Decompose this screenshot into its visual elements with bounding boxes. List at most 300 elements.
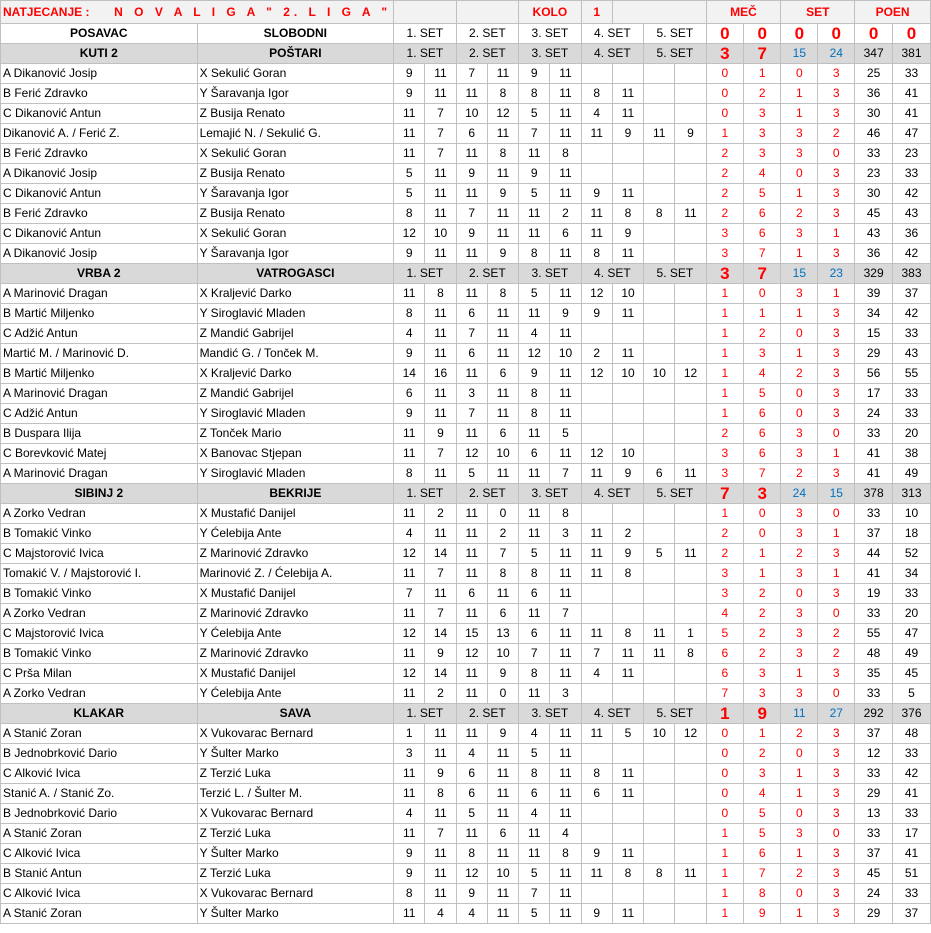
- set-score: [644, 164, 675, 184]
- set-score: 11: [425, 304, 456, 324]
- away-player: Y Šulter Marko: [197, 744, 394, 764]
- match-poen-home: 378: [855, 484, 893, 504]
- set-score: [644, 324, 675, 344]
- set-score-away: 3: [818, 884, 855, 904]
- match-poen-home: 292: [855, 704, 893, 724]
- match-mec-home: 1: [706, 704, 743, 724]
- set-score: [612, 64, 643, 84]
- set-score: 11: [612, 244, 643, 264]
- set-score: 8: [550, 504, 581, 524]
- set-score: 9: [456, 224, 487, 244]
- set-score: 5: [519, 284, 550, 304]
- poen-score-home: 29: [855, 344, 893, 364]
- away-team-name: SAVA: [197, 704, 394, 724]
- set-score: [644, 764, 675, 784]
- match-set-away: 23: [818, 264, 855, 284]
- set-score: 11: [425, 724, 456, 744]
- set-score: 12: [394, 224, 425, 244]
- set-score: 8: [519, 404, 550, 424]
- set-score: 6: [456, 784, 487, 804]
- mec-score-away: 5: [744, 384, 781, 404]
- mec-score-home: 5: [706, 624, 743, 644]
- set-score: 11: [550, 284, 581, 304]
- set-score: 7: [581, 644, 612, 664]
- set-score-away: 1: [818, 224, 855, 244]
- set-score: 11: [581, 204, 612, 224]
- set-score-home: 1: [781, 904, 818, 924]
- away-player: Y Šulter Marko: [197, 844, 394, 864]
- home-player: C Prša Milan: [1, 664, 198, 684]
- mec-score-away: 6: [744, 444, 781, 464]
- mec-score-away: 2: [744, 84, 781, 104]
- set-score: [644, 604, 675, 624]
- set-score: 11: [425, 344, 456, 364]
- set-score-away: 3: [818, 184, 855, 204]
- set-score: 6: [487, 604, 518, 624]
- set-score: 11: [612, 344, 643, 364]
- set-score: [675, 884, 706, 904]
- set-score-home: 0: [781, 584, 818, 604]
- set-score: 11: [612, 304, 643, 324]
- set-score: [675, 524, 706, 544]
- poen-score-away: 36: [893, 224, 931, 244]
- game-row: [1, 184, 931, 204]
- set-score: 11: [519, 604, 550, 624]
- home-player: Martić M. / Marinović D.: [1, 344, 198, 364]
- set-score: 7: [425, 144, 456, 164]
- set-score: 8: [519, 84, 550, 104]
- results-body: [1, 1, 931, 924]
- game-row: [1, 164, 931, 184]
- mec-score-away: 2: [744, 324, 781, 344]
- set-score: 6: [487, 424, 518, 444]
- home-player: A Marinović Dragan: [1, 284, 198, 304]
- set-away: 0: [818, 24, 855, 44]
- set-score: 11: [456, 824, 487, 844]
- away-player: Y Siroglavić Mladen: [197, 404, 394, 424]
- set-score: 11: [425, 524, 456, 544]
- set-score: 6: [456, 764, 487, 784]
- set-score: 11: [487, 744, 518, 764]
- set-score: 5: [394, 164, 425, 184]
- set-score-away: 3: [818, 164, 855, 184]
- poen-away: 0: [893, 24, 931, 44]
- match-set-away: 15: [818, 484, 855, 504]
- set-score: 7: [425, 104, 456, 124]
- poen-score-away: 49: [893, 464, 931, 484]
- set-score-home: 3: [781, 684, 818, 704]
- set-score: 11: [394, 904, 425, 924]
- mec-score-away: 3: [744, 104, 781, 124]
- home-player: B Stanić Antun: [1, 864, 198, 884]
- game-row: [1, 444, 931, 464]
- set-score: [675, 744, 706, 764]
- home-player: B Tomakić Vinko: [1, 584, 198, 604]
- set-score: 11: [394, 684, 425, 704]
- set-score: 11: [487, 804, 518, 824]
- away-player: Y Šaravanja Igor: [197, 244, 394, 264]
- set-score: 11: [425, 404, 456, 424]
- set-score: 11: [550, 564, 581, 584]
- set-score: 11: [519, 464, 550, 484]
- away-player: Z Busija Renato: [197, 164, 394, 184]
- set-score: 9: [425, 764, 456, 784]
- set-score: 6: [519, 784, 550, 804]
- poen-score-home: 33: [855, 764, 893, 784]
- set-score: 10: [487, 444, 518, 464]
- mec-score-home: 1: [706, 824, 743, 844]
- away-player: Y Šulter Marko: [197, 904, 394, 924]
- competition-label: NATJECANJE :: [3, 4, 90, 19]
- set-score: 11: [425, 464, 456, 484]
- set-score: 9: [675, 124, 706, 144]
- set-score: [644, 404, 675, 424]
- set-score: 11: [644, 644, 675, 664]
- set-score-home: 3: [781, 604, 818, 624]
- match-poen-away: 313: [893, 484, 931, 504]
- set-score: 5: [519, 104, 550, 124]
- mec-score-away: 0: [744, 284, 781, 304]
- mec-score-away: 4: [744, 164, 781, 184]
- set-score: 9: [550, 304, 581, 324]
- set-score: 8: [612, 624, 643, 644]
- set-score: [675, 164, 706, 184]
- set-score: 11: [612, 84, 643, 104]
- set-score-home: 3: [781, 564, 818, 584]
- away-player: Y Šaravanja Igor: [197, 84, 394, 104]
- set-score: 11: [487, 384, 518, 404]
- poen-score-away: 33: [893, 804, 931, 824]
- mec-score-away: 9: [744, 904, 781, 924]
- mec-home: 0: [706, 24, 743, 44]
- poen-score-away: 23: [893, 144, 931, 164]
- away-player: Mandić G. / Tonček M.: [197, 344, 394, 364]
- home-player: A Zorko Vedran: [1, 684, 198, 704]
- match-poen-away: 381: [893, 44, 931, 64]
- set-score: 14: [425, 624, 456, 644]
- set-score: 11: [550, 904, 581, 924]
- mec-score-home: 1: [706, 364, 743, 384]
- set-score: 10: [612, 284, 643, 304]
- set-score: 11: [581, 524, 612, 544]
- match-set-home: 15: [781, 264, 818, 284]
- set-score: 11: [456, 184, 487, 204]
- home-team-name: KUTI 2: [1, 44, 198, 64]
- set-score: 11: [394, 504, 425, 524]
- mec-score-away: 6: [744, 404, 781, 424]
- poen-home: 0: [855, 24, 893, 44]
- set-score: 5: [644, 544, 675, 564]
- set-score: 10: [644, 724, 675, 744]
- set-score: 11: [456, 504, 487, 524]
- poen-score-away: 41: [893, 784, 931, 804]
- poen-score-away: 34: [893, 564, 931, 584]
- set-score: 8: [550, 144, 581, 164]
- poen-score-home: 30: [855, 184, 893, 204]
- set-score: 9: [519, 64, 550, 84]
- set-score: 2: [425, 504, 456, 524]
- away-player: X Vukovarac Bernard: [197, 724, 394, 744]
- mec-score-away: 3: [744, 124, 781, 144]
- set-score: 9: [394, 864, 425, 884]
- set-score: 9: [394, 844, 425, 864]
- mec-score-home: 3: [706, 224, 743, 244]
- set-score: 9: [487, 724, 518, 744]
- set-score: 11: [487, 304, 518, 324]
- home-player: C Borevković Matej: [1, 444, 198, 464]
- set-score: [581, 164, 612, 184]
- mec-score-home: 7: [706, 684, 743, 704]
- game-row: [1, 724, 931, 744]
- home-player: A Dikanović Josip: [1, 164, 198, 184]
- set-score: 6: [550, 224, 581, 244]
- set-score: 5: [519, 744, 550, 764]
- set-score: 11: [550, 384, 581, 404]
- poen-score-away: 17: [893, 824, 931, 844]
- set-score: [644, 684, 675, 704]
- mec-score-away: 6: [744, 424, 781, 444]
- set-score: [675, 84, 706, 104]
- set-score: 8: [487, 284, 518, 304]
- set-score: 11: [550, 644, 581, 664]
- set-score: 11: [487, 204, 518, 224]
- game-row: [1, 624, 931, 644]
- away-player: Z Terzić Luka: [197, 764, 394, 784]
- game-row: [1, 504, 931, 524]
- set-score: 9: [394, 244, 425, 264]
- game-row: [1, 464, 931, 484]
- set-score-home: 0: [781, 404, 818, 424]
- set-score: 7: [456, 404, 487, 424]
- set-score: 7: [550, 464, 581, 484]
- set-3-head: 3. SET: [519, 484, 582, 504]
- mec-score-home: 1: [706, 864, 743, 884]
- set-score: 7: [425, 444, 456, 464]
- match-mec-away: 7: [744, 44, 781, 64]
- set-score: 9: [394, 84, 425, 104]
- set-score: 2: [425, 684, 456, 704]
- set-score: 5: [519, 184, 550, 204]
- set-score: [675, 804, 706, 824]
- set-score-away: 3: [818, 724, 855, 744]
- set-score: 11: [550, 324, 581, 344]
- set-score: 7: [456, 324, 487, 344]
- set-3-head: 3. SET: [519, 704, 582, 724]
- poen-score-home: 43: [855, 224, 893, 244]
- poen-score-away: 47: [893, 124, 931, 144]
- set-score: [644, 304, 675, 324]
- poen-score-away: 41: [893, 84, 931, 104]
- mec-score-away: 8: [744, 884, 781, 904]
- set-2-head: 2. SET: [456, 44, 519, 64]
- set-score: 11: [612, 104, 643, 124]
- set-3-head: 3. SET: [519, 44, 582, 64]
- set-score: [675, 384, 706, 404]
- set-score: [675, 824, 706, 844]
- set-score-home: 1: [781, 844, 818, 864]
- mec-score-away: 1: [744, 564, 781, 584]
- set-score: 11: [425, 84, 456, 104]
- mec-score-home: 2: [706, 424, 743, 444]
- match-poen-away: 383: [893, 264, 931, 284]
- set-score: [644, 524, 675, 544]
- set-score: 1: [675, 624, 706, 644]
- set-score: [612, 584, 643, 604]
- game-row: [1, 244, 931, 264]
- set-score-home: 3: [781, 644, 818, 664]
- home-player: B Martić Miljenko: [1, 304, 198, 324]
- mec-label: MEČ: [706, 1, 781, 24]
- set-score-home: 1: [781, 244, 818, 264]
- set-score-away: 3: [818, 864, 855, 884]
- set-score: [675, 904, 706, 924]
- set-score: 1: [394, 724, 425, 744]
- match-set-home: 11: [781, 704, 818, 724]
- set-score: 11: [519, 504, 550, 524]
- set-score: [581, 144, 612, 164]
- away-team-name: VATROGASCI: [197, 264, 394, 284]
- poen-score-home: 37: [855, 844, 893, 864]
- set-4-head: 4. SET: [581, 24, 644, 44]
- game-row: [1, 644, 931, 664]
- game-row: [1, 824, 931, 844]
- poen-score-away: 47: [893, 624, 931, 644]
- mec-score-home: 6: [706, 644, 743, 664]
- mec-score-home: 1: [706, 284, 743, 304]
- set-score: 12: [581, 284, 612, 304]
- set-score: 2: [550, 204, 581, 224]
- set-score-home: 1: [781, 344, 818, 364]
- set-score: 8: [519, 384, 550, 404]
- set-score-away: 3: [818, 324, 855, 344]
- set-score: 9: [394, 64, 425, 84]
- set-score: 11: [612, 664, 643, 684]
- set-score: 11: [550, 624, 581, 644]
- game-row: [1, 884, 931, 904]
- set-score-home: 2: [781, 464, 818, 484]
- game-row: [1, 524, 931, 544]
- poen-score-away: 49: [893, 644, 931, 664]
- game-row: [1, 804, 931, 824]
- away-team-name: BEKRIJE: [197, 484, 394, 504]
- game-row: [1, 384, 931, 404]
- set-score: [675, 424, 706, 444]
- set-score-home: 1: [781, 84, 818, 104]
- game-row: [1, 224, 931, 244]
- set-score: [644, 224, 675, 244]
- set-score: 11: [550, 744, 581, 764]
- set-4-head: 4. SET: [581, 484, 644, 504]
- away-player: Y Ćelebija Ante: [197, 524, 394, 544]
- set-score: 11: [487, 904, 518, 924]
- set-score: 11: [394, 784, 425, 804]
- set-score: [644, 584, 675, 604]
- set-score: [581, 684, 612, 704]
- mec-score-away: 7: [744, 864, 781, 884]
- match-set-away: 27: [818, 704, 855, 724]
- set-score-away: 0: [818, 424, 855, 444]
- set-score: 9: [487, 664, 518, 684]
- set-score-home: 2: [781, 364, 818, 384]
- set-score: 12: [581, 364, 612, 384]
- set-score: 7: [487, 544, 518, 564]
- home-player: C Dikanović Antun: [1, 104, 198, 124]
- set-score: [644, 424, 675, 444]
- away-player: Y Siroglavić Mladen: [197, 464, 394, 484]
- set-score: [675, 284, 706, 304]
- mec-score-home: 3: [706, 464, 743, 484]
- set-score: [644, 284, 675, 304]
- set-score: 11: [550, 784, 581, 804]
- set-score: 6: [581, 784, 612, 804]
- set-score: 12: [456, 444, 487, 464]
- poen-score-away: 33: [893, 744, 931, 764]
- set-score: 11: [456, 564, 487, 584]
- set-score: [675, 664, 706, 684]
- set-score: [675, 184, 706, 204]
- set-score-away: 3: [818, 784, 855, 804]
- set-score: [675, 304, 706, 324]
- set-score-away: 3: [818, 844, 855, 864]
- set-score: 11: [519, 524, 550, 544]
- mec-score-home: 2: [706, 524, 743, 544]
- set-score: 11: [394, 644, 425, 664]
- home-player: C Alković Ivica: [1, 764, 198, 784]
- mec-score-away: 1: [744, 64, 781, 84]
- set-score: 6: [456, 584, 487, 604]
- match-mec-away: 7: [744, 264, 781, 284]
- set-score: [675, 844, 706, 864]
- mec-score-home: 2: [706, 544, 743, 564]
- set-score: [612, 824, 643, 844]
- set-score: 12: [675, 364, 706, 384]
- home-player: B Tomakić Vinko: [1, 524, 198, 544]
- set-score-away: 1: [818, 524, 855, 544]
- set-score: 4: [581, 104, 612, 124]
- game-row: [1, 64, 931, 84]
- set-score: 0: [487, 684, 518, 704]
- set-score: [644, 104, 675, 124]
- set-score: 6: [487, 364, 518, 384]
- mec-away: 0: [744, 24, 781, 44]
- set-score: 11: [487, 764, 518, 784]
- poen-score-away: 20: [893, 604, 931, 624]
- set-score: 11: [456, 524, 487, 544]
- away-player: X Sekulić Goran: [197, 224, 394, 244]
- set-score: 11: [612, 764, 643, 784]
- set-score: 4: [456, 904, 487, 924]
- poen-score-away: 41: [893, 104, 931, 124]
- set-score: 11: [581, 124, 612, 144]
- poen-score-away: 33: [893, 384, 931, 404]
- set-score: 7: [519, 124, 550, 144]
- match-header-row: [1, 44, 931, 64]
- set-score: 11: [456, 664, 487, 684]
- poen-score-home: 36: [855, 244, 893, 264]
- poen-score-home: 55: [855, 624, 893, 644]
- set-score: 2: [581, 344, 612, 364]
- mec-score-home: 0: [706, 804, 743, 824]
- set-score: 11: [675, 864, 706, 884]
- set-score: 11: [425, 584, 456, 604]
- home-team-name: KLAKAR: [1, 704, 198, 724]
- set-score: [612, 744, 643, 764]
- set-score: [581, 424, 612, 444]
- mec-score-away: 5: [744, 804, 781, 824]
- home-player: Tomakić V. / Majstorović I.: [1, 564, 198, 584]
- set-score: 5: [456, 464, 487, 484]
- set-score: 10: [487, 864, 518, 884]
